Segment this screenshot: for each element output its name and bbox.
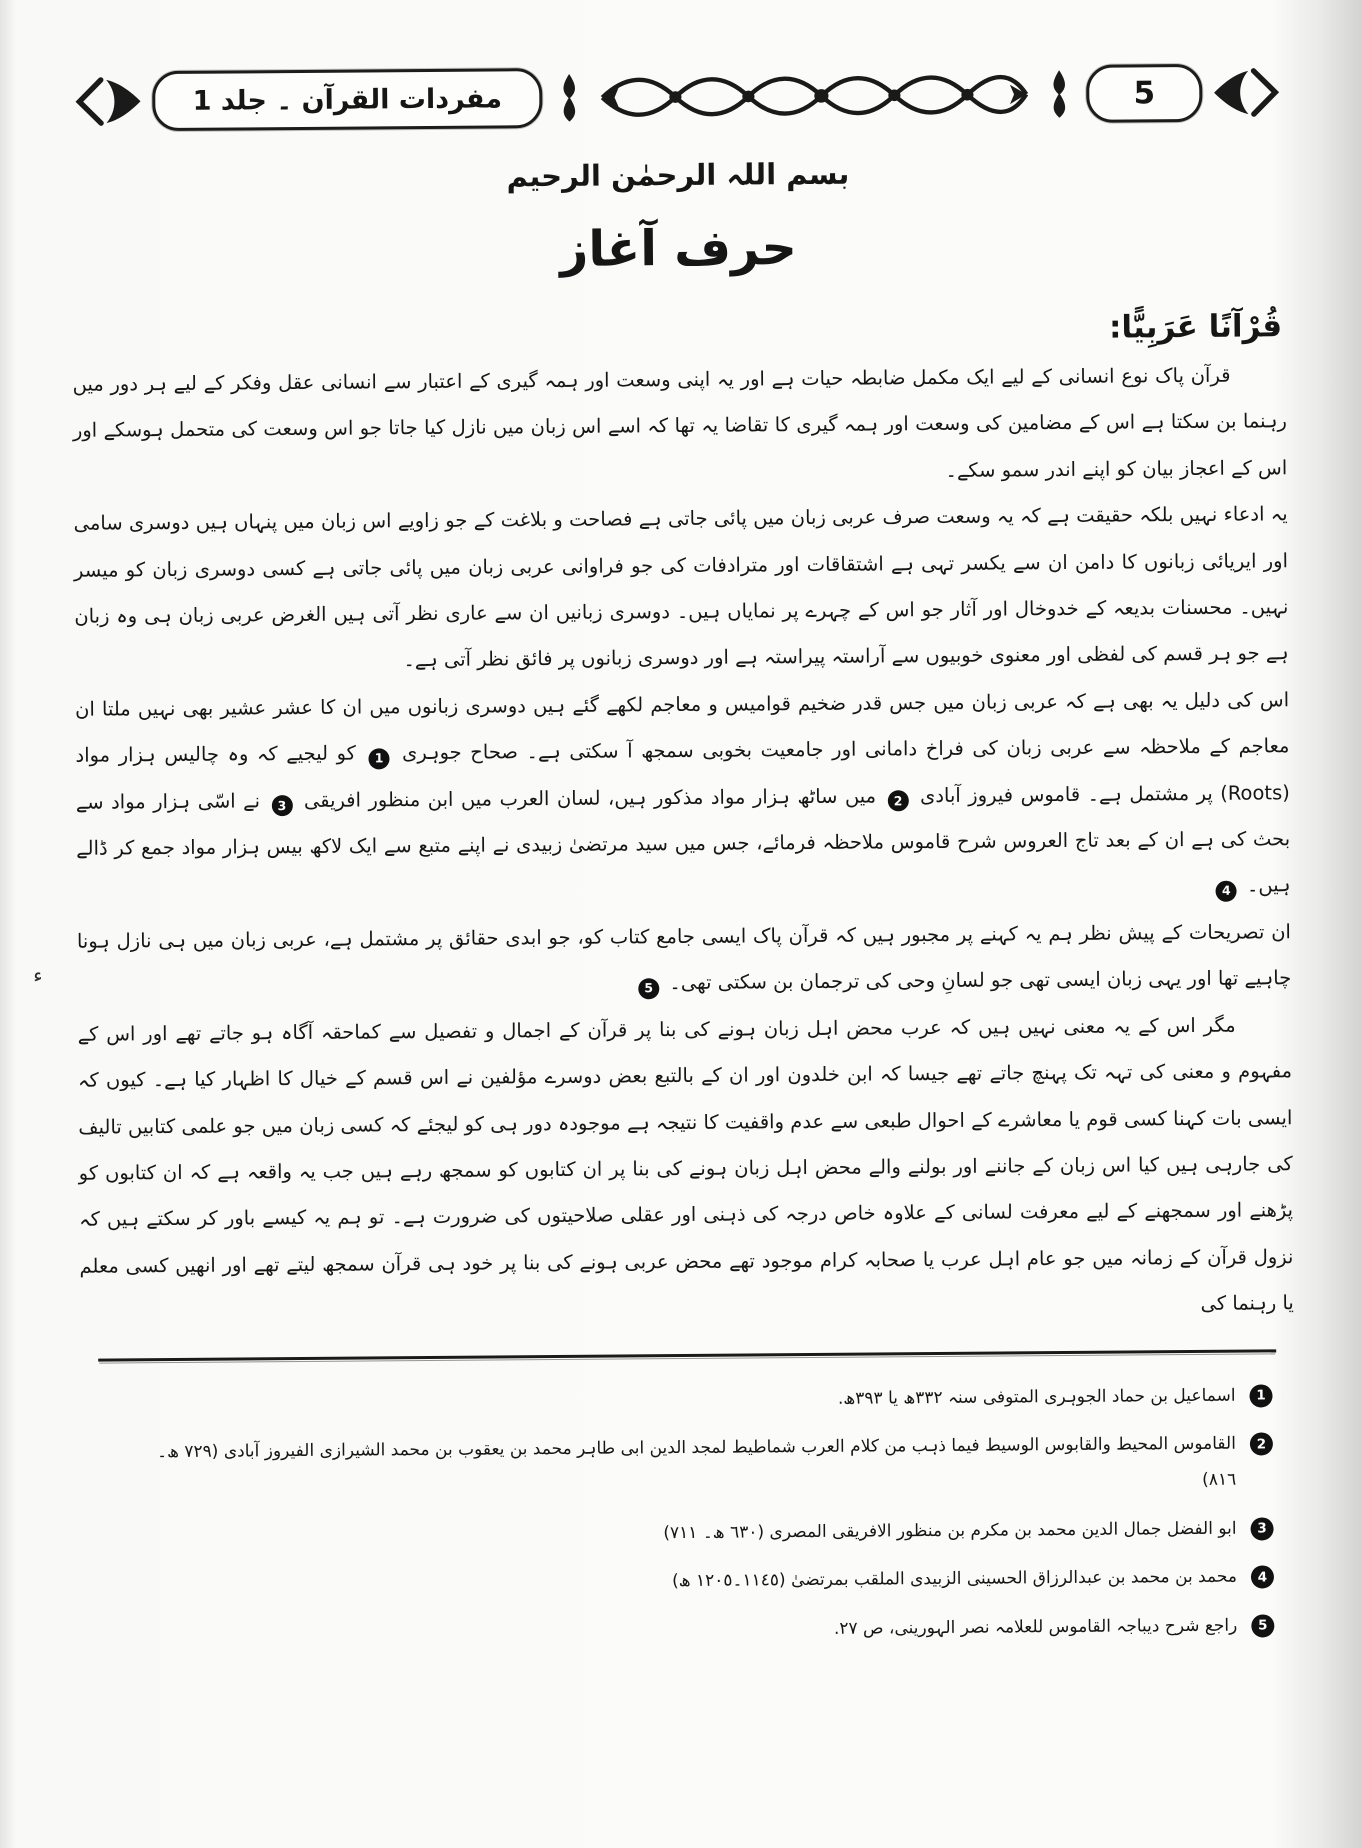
footnote: [151, 1427, 1278, 1507]
footnote-marker-icon: 2: [888, 790, 909, 811]
page-number: 5: [1133, 75, 1156, 112]
footnote-text: ابو الفضل جمال الدین محمد بن مکرم بن منظور الافریقی المصری (٦٣٠ ھ۔ ٧١١): [663, 1518, 1237, 1543]
paragraph: [77, 1002, 1294, 1336]
footnote-number-icon: 1: [1249, 1384, 1272, 1407]
paragraph-text: ان تصریحات کے پیش نظر ہم یہ کہنے پر مجبور ہیں کہ قرآن پاک ایسی جامع کتاب کو، جو ابدی حقائق پر مشتمل ہے، عربی زبان میں ہی نازل ہونا چاہیے تھا اور یہی زبان ایسی تھی جو لسانِ وحی کی ترجمان بن سکتی تھی۔: [76, 920, 1292, 995]
footnote-marker-icon: 3: [271, 795, 292, 816]
footnote-separator: [98, 1349, 1276, 1361]
book-title: مفردات القرآن ۔ جلد 1: [192, 82, 503, 117]
bismillah-calligraphy: بسم اللہ الرحمٰن الرحیم: [506, 156, 850, 194]
fleuron-arrow-icon: [1212, 61, 1284, 124]
footnote-text: محمد بن محمد بن عبدالرزاق الحسینی الزبیدی الملقب بمرتضیٰ (١١٤٥۔١٢٠٥ ھ): [671, 1566, 1238, 1592]
page-header: [70, 53, 1285, 141]
paragraph-text: اس کی دلیل یہ بھی ہے کہ عربی زبان میں جس قدر ضخیم قوامیس و معاجم لکھے گئے ہیں دوسری زبانوں میں ان کا عشر عشیر بھی نہیں ملتا ان معاجم کے ملاحظہ سے عربی زبان کی فراخ دامانی اور جامعیت بخوبی سمجھ آ سکتی ہے۔ صحاح جوہری: [75, 688, 1290, 765]
footnote-marker-icon: 4: [1216, 880, 1237, 901]
paragraph-text: قرآن پاک نوع انسانی کے لیے ایک مکمل ضابطہ حیات ہے اور یہ اپنی وسعت اور ہمہ گیری کے اعتبار سے انسانی عقل وفکر کے لیے ہر دور میں رہنما بن سکتا ہے اس کے مضامین کی وسعت اور ہمہ گیری کا تقاضا یہ تھا کہ اسے اس زبان میں نازل کیا جاتا جو اس وسعت کی متحمل ہوسکے اور اس کے اعجاز بیان کو اپنے اندر سمو سکے۔: [72, 363, 1288, 482]
paragraph-text: نے اسّی ہزار مواد سے بحث کی ہے ان کے بعد تاج العروس شرح قاموس ملاحظہ فرمائے، جس میں سید مرتضیٰ زبیدی نے اپنے متبع سے ایک لاکھ بیس ہزار مواد جمع کر ڈالے ہیں۔: [75, 788, 1291, 898]
footnote-text: راجع شرح دیباجہ القاموس للعلامہ نصر الہورینی، ص ٢٧.: [833, 1615, 1238, 1639]
paragraph-text: کو لیجیے کہ وہ چالیس ہزار مواد (Roots) پر مشتمل ہے۔ قاموس فیروز آبادی: [75, 741, 1290, 807]
footnote-number-icon: 5: [1251, 1614, 1274, 1637]
footnote-number-icon: 4: [1251, 1566, 1274, 1589]
footnote: [152, 1608, 1278, 1653]
paragraph: [72, 352, 1287, 501]
footnotes-section: [80, 1378, 1296, 1654]
section-heading: قُرْآنًا عَرَبِيًّا:: [1108, 308, 1283, 346]
footnote-number-icon: 3: [1250, 1517, 1273, 1540]
footnote-marker-icon: 1: [368, 748, 389, 769]
paragraph-text: مگر اس کے یہ معنی نہیں ہیں کہ عرب محض اہل زبان ہونے کی بنا پر قرآن کے اجمال و تفصیل سے کماحقہ آگاہ ہو جاتے تھے اور اس کے مفہوم و معنی کی تہہ تک پہنچ جاتے تھے جیسا کہ ابن خلدون اور ان کے بالتبع بعض دوسرے مؤلفین نے اس قسم کے خیال کا اظہار کیا ہے۔ کیوں کہ ایسی بات کہنا کسی قوم یا معاشرے کے احوال طبعی سے عدم واقفیت کا نتیجہ ہے موجودہ دور ہی کو لیجئے کہ کسی زبان میں جو علمی کتابیں تالیف کی جارہی ہیں کیا اس زبان کے جاننے اور بولنے والے محض اہل زبان ہونے کی بنا پر ان کتابوں کو سمجھ رہے ہیں جب یہ واقعہ ہے کہ ان کتابوں کو پڑھنے اور سمجھنے کے لیے معرفت لسانی کے علاوہ خاص درجہ کی ذہنی اور عقلی صلاحیتوں کی ضرورت ہے۔ تو ہم یہ کیسے باور کر سکتے ہیں کہ نزول قرآن کے زمانہ میں جو عام اہل عرب یا صحابہ کرام موجود تھے محض عربی ہونے کی بنا پر خود ہی قرآن سمجھ لیتے تھے اور انھیں کسی معلم یا رہنما کی: [77, 1013, 1294, 1316]
book-title-cartouche: [152, 68, 542, 131]
page-title: حرف آغاز: [559, 219, 798, 278]
paragraph-text: یہ ادعاء نہیں بلکہ حقیقت ہے کہ یہ وسعت صرف عربی زبان میں پائی جاتی ہے فصاحت و بلاغت کے جو زاویے اس زبان میں پنہاں ہیں دوسری سامی اور ایریائی زبانوں کا دامن ان سے یکسر تہی ہے اشتقاقات اور مترادفات کی جو فراوانی عربی زبان میں پائی جاتی ہے کسی دوسری زبان کو میسر نہیں۔ محسنات بدیعہ کے خدوخال اور آثار جو اس کے چہرے پر نمایاں ہیں۔ دوسری زبانیں ان سے عاری نظر آتی ہیں الغرض عربی زبان ہی وہ زبان ہے جو ہر قسم کی لفظی اور معنوی خوبیوں سے آراستہ پیراستہ ہے اور دوسری زبانوں پر فائق نظر آتی ہے۔: [73, 502, 1289, 672]
fleuron-arrow-icon: [70, 70, 142, 133]
paragraph: [33, 909, 1292, 1011]
page-content: [33, 53, 1297, 1666]
handwritten-margin-mark: ء: [33, 963, 43, 988]
leaf-ornament-icon: [552, 67, 586, 129]
leaf-ornament-icon: [1042, 63, 1076, 125]
page-number-badge: [1086, 64, 1202, 123]
footnote: [152, 1560, 1278, 1605]
footnote: [151, 1511, 1277, 1556]
footnote-text: القاموس المحیط والقابوس الوسیط فیما ذہب من کلام العرب شماطیط لمجد الدین ابی طاہر محمد بن یعقوب بن محمد الشیرازی الفیروز آبادی (٧٢٩ ھ۔ ٨١٦): [157, 1433, 1237, 1490]
body-text: [33, 352, 1294, 1336]
paragraph-text: میں ساٹھ ہزار مواد مذکور ہیں، لسان العرب میں ابن منظور افریقی: [296, 784, 884, 812]
footnote-number-icon: 2: [1250, 1433, 1273, 1456]
footnote: [150, 1378, 1276, 1423]
paragraph: [75, 677, 1291, 919]
footnote-marker-icon: 5: [638, 978, 659, 999]
paragraph: [73, 491, 1288, 686]
footnote-text: اسماعیل بن حماد الجوہری المتوفی سنہ ٣٣٢ھ یا ٣٩٣ھ.: [837, 1385, 1236, 1409]
floral-braid-ornament-icon: [596, 63, 1032, 128]
